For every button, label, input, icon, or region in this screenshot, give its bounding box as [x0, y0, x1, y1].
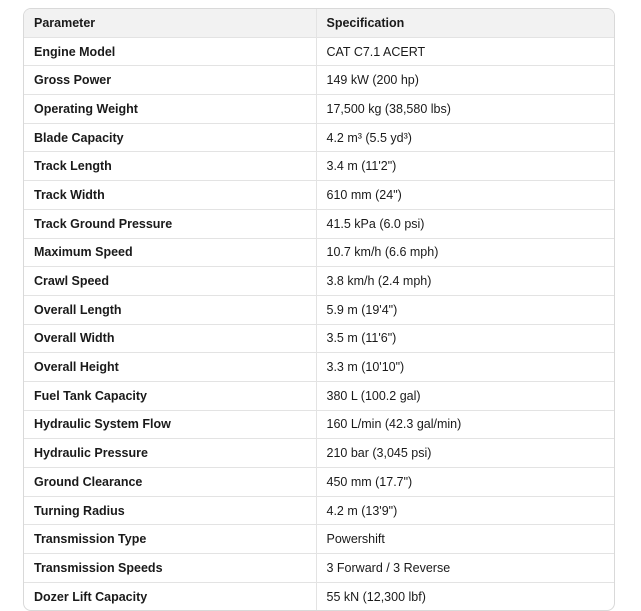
specification-cell: 3.3 m (10'10") — [316, 353, 615, 382]
parameter-cell: Hydraulic System Flow — [24, 410, 316, 439]
parameter-cell: Engine Model — [24, 37, 316, 66]
specification-cell: 610 mm (24") — [316, 181, 615, 210]
parameter-cell: Track Length — [24, 152, 316, 181]
table-row — [24, 181, 615, 210]
parameter-cell: Track Ground Pressure — [24, 209, 316, 238]
specification-cell: Powershift — [316, 525, 615, 554]
parameter-cell: Dozer Lift Capacity — [24, 582, 316, 610]
parameter-cell: Track Width — [24, 181, 316, 210]
parameter-cell: Gross Power — [24, 66, 316, 95]
table-row — [24, 353, 615, 382]
header-parameter: Parameter — [24, 9, 316, 37]
specification-cell: 3.8 km/h (2.4 mph) — [316, 267, 615, 296]
table-row — [24, 554, 615, 583]
specification-cell: CAT C7.1 ACERT — [316, 37, 615, 66]
specification-cell: 380 L (100.2 gal) — [316, 381, 615, 410]
parameter-cell: Transmission Type — [24, 525, 316, 554]
specification-cell: 3.5 m (11'6") — [316, 324, 615, 353]
table-row — [24, 324, 615, 353]
parameter-cell: Turning Radius — [24, 496, 316, 525]
parameter-cell: Overall Length — [24, 295, 316, 324]
table-row — [24, 152, 615, 181]
parameter-cell: Hydraulic Pressure — [24, 439, 316, 468]
specification-cell: 10.7 km/h (6.6 mph) — [316, 238, 615, 267]
table-row — [24, 238, 615, 267]
specification-cell: 5.9 m (19'4") — [316, 295, 615, 324]
table-row — [24, 209, 615, 238]
specification-cell: 4.2 m³ (5.5 yd³) — [316, 123, 615, 152]
parameter-cell: Overall Width — [24, 324, 316, 353]
specification-cell: 450 mm (17.7") — [316, 468, 615, 497]
specification-cell: 41.5 kPa (6.0 psi) — [316, 209, 615, 238]
parameter-cell: Crawl Speed — [24, 267, 316, 296]
table-row — [24, 95, 615, 124]
header-specification: Specification — [316, 9, 615, 37]
specification-cell: 55 kN (12,300 lbf) — [326, 589, 426, 604]
table-row — [24, 123, 615, 152]
table-row — [24, 582, 615, 610]
table-row — [24, 496, 615, 525]
specification-cell: 17,500 kg (38,580 lbs) — [316, 95, 615, 124]
parameter-cell: Transmission Speeds — [24, 554, 316, 583]
table-row — [24, 295, 615, 324]
table-row — [24, 267, 615, 296]
specification-cell: 160 L/min (42.3 gal/min) — [316, 410, 615, 439]
specification-cell: 3.4 m (11'2") — [316, 152, 615, 181]
spec-table — [24, 9, 615, 610]
table-row — [24, 439, 615, 468]
specification-cell: 4.2 m (13'9") — [316, 496, 615, 525]
parameter-cell: Ground Clearance — [24, 468, 316, 497]
table-row — [24, 37, 615, 66]
specification-cell: 3 Forward / 3 Reverse — [316, 554, 615, 583]
parameter-cell: Blade Capacity — [24, 123, 316, 152]
table-row — [24, 525, 615, 554]
parameter-cell: Overall Height — [24, 353, 316, 382]
table-row — [24, 410, 615, 439]
parameter-cell: Maximum Speed — [24, 238, 316, 267]
parameter-cell: Fuel Tank Capacity — [24, 381, 316, 410]
spec-table-container — [23, 8, 615, 611]
specification-cell: 149 kW (200 hp) — [316, 66, 615, 95]
parameter-cell: Operating Weight — [24, 95, 316, 124]
table-header-row — [24, 9, 615, 37]
table-row — [24, 66, 615, 95]
table-row — [24, 468, 615, 497]
table-row — [24, 381, 615, 410]
specification-cell: 210 bar (3,045 psi) — [316, 439, 615, 468]
